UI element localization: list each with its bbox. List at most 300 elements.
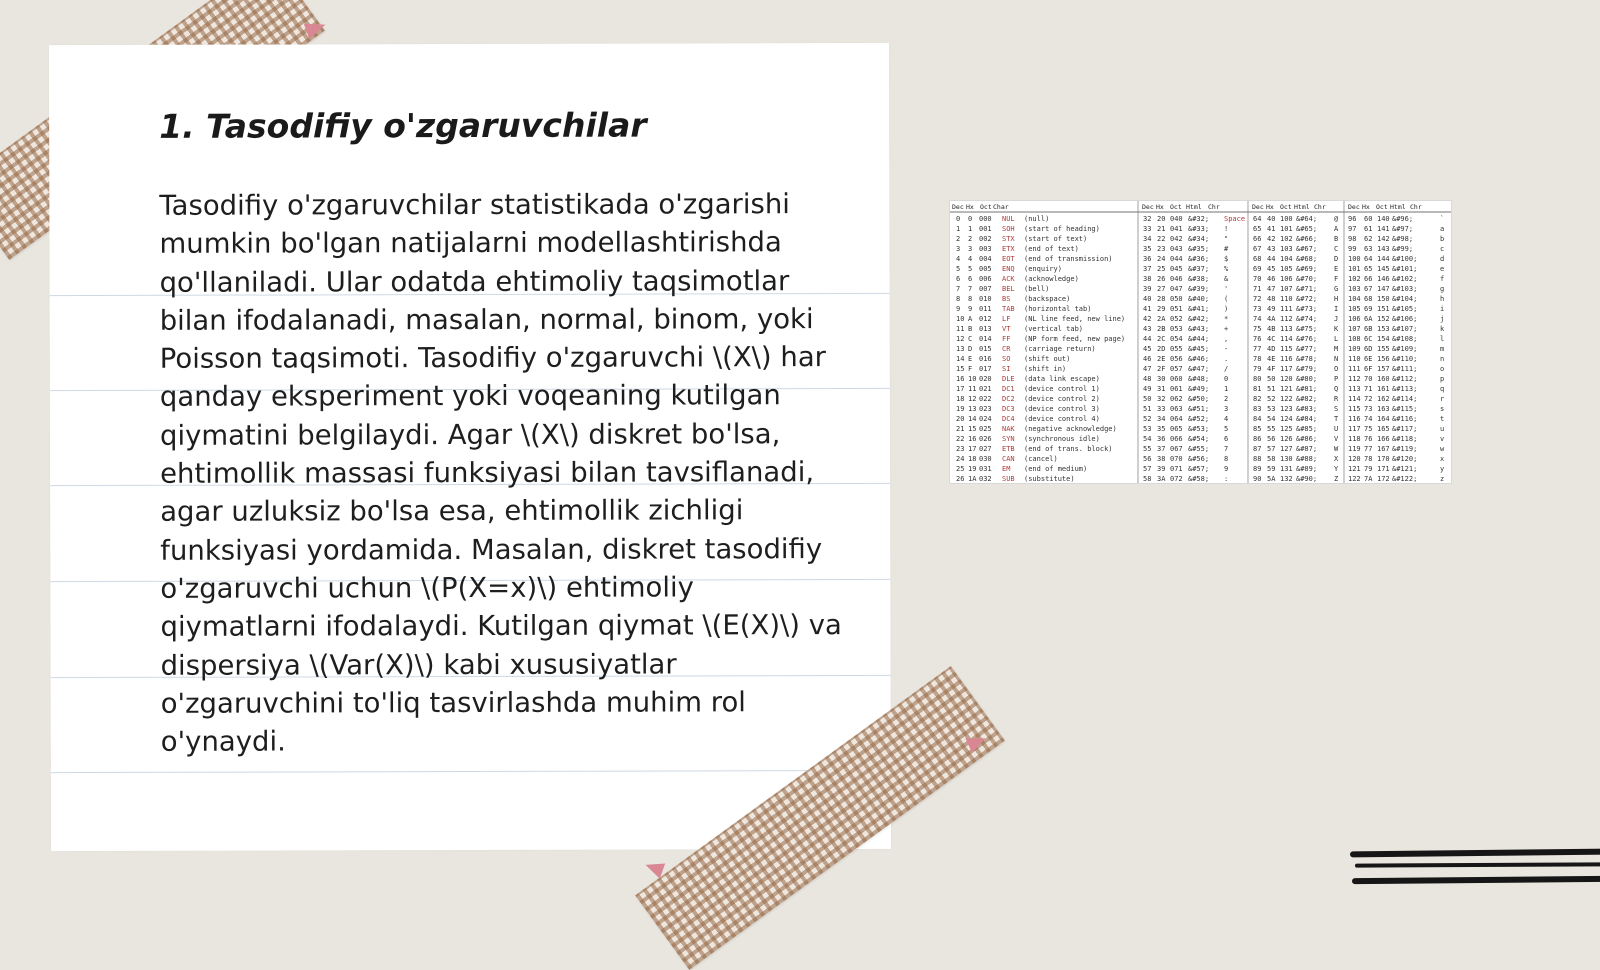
ascii-dec-cell: 101 bbox=[1348, 265, 1361, 273]
ascii-oct-cell: 141 bbox=[1377, 225, 1390, 233]
ascii-oct-cell: 145 bbox=[1377, 265, 1390, 273]
ascii-hex-cell: 49 bbox=[1267, 305, 1276, 313]
ascii-html-cell: &#44; bbox=[1188, 335, 1210, 343]
ascii-dec-cell: 85 bbox=[1253, 425, 1262, 433]
ascii-oct-cell: 072 bbox=[1170, 475, 1183, 483]
ascii-char-cell: ` bbox=[1440, 215, 1445, 223]
ascii-char-cell: E bbox=[1334, 265, 1339, 273]
ascii-oct-cell: 101 bbox=[1280, 225, 1293, 233]
ascii-hex-cell: F bbox=[968, 365, 973, 373]
ascii-dec-cell: 120 bbox=[1348, 455, 1361, 463]
ascii-oct-cell: 150 bbox=[1377, 295, 1390, 303]
ascii-html-cell: &#113; bbox=[1392, 385, 1418, 393]
ascii-char-cell: O bbox=[1334, 365, 1339, 373]
ascii-control-code: FF bbox=[1002, 335, 1011, 343]
ascii-dec-cell: 57 bbox=[1143, 465, 1152, 473]
ascii-char-cell: ) bbox=[1224, 305, 1229, 313]
ascii-dec-cell: 40 bbox=[1143, 295, 1152, 303]
ascii-dec-cell: 69 bbox=[1253, 265, 1262, 273]
ascii-dec-cell: 107 bbox=[1348, 325, 1361, 333]
ascii-oct-cell: 170 bbox=[1377, 455, 1390, 463]
ascii-hex-cell: 11 bbox=[968, 385, 977, 393]
ascii-html-cell: &#51; bbox=[1188, 405, 1210, 413]
ascii-oct-cell: 143 bbox=[1377, 245, 1390, 253]
ascii-oct-cell: 110 bbox=[1280, 295, 1293, 303]
ascii-char-cell: F bbox=[1334, 275, 1339, 283]
ascii-oct-cell: 021 bbox=[979, 385, 992, 393]
ascii-char-cell: d bbox=[1440, 255, 1445, 263]
ascii-description: (end of trans. block) bbox=[1024, 445, 1113, 453]
ascii-header-cell: Dec bbox=[1348, 203, 1360, 211]
ascii-dec-cell: 8 bbox=[956, 295, 961, 303]
ascii-char-cell: Q bbox=[1334, 385, 1339, 393]
ascii-char-cell: K bbox=[1334, 325, 1339, 333]
ascii-html-cell: &#102; bbox=[1392, 275, 1418, 283]
ascii-oct-cell: 015 bbox=[979, 345, 992, 353]
ascii-oct-cell: 167 bbox=[1377, 445, 1390, 453]
ascii-header-cell: Html bbox=[1186, 203, 1202, 211]
ascii-html-cell: &#33; bbox=[1188, 225, 1210, 233]
ascii-dec-cell: 106 bbox=[1348, 315, 1361, 323]
ascii-dec-cell: 80 bbox=[1253, 375, 1262, 383]
ascii-dec-cell: 26 bbox=[956, 475, 965, 483]
ascii-oct-cell: 031 bbox=[979, 465, 992, 473]
ascii-hex-cell: 17 bbox=[968, 445, 977, 453]
ascii-hex-cell: 7 bbox=[968, 285, 973, 293]
ascii-dec-cell: 14 bbox=[956, 355, 965, 363]
ascii-hex-cell: B bbox=[968, 325, 973, 333]
ascii-hex-cell: 75 bbox=[1364, 425, 1373, 433]
ascii-dec-cell: 72 bbox=[1253, 295, 1262, 303]
ascii-oct-cell: 030 bbox=[979, 455, 992, 463]
ascii-html-cell: &#114; bbox=[1392, 395, 1418, 403]
ascii-control-code: ACK bbox=[1002, 275, 1015, 283]
ascii-char-cell: y bbox=[1440, 465, 1445, 473]
ascii-html-cell: &#121; bbox=[1392, 465, 1418, 473]
ascii-char-cell: f bbox=[1440, 275, 1445, 283]
ascii-html-cell: &#68; bbox=[1296, 255, 1318, 263]
ascii-dec-cell: 111 bbox=[1348, 365, 1361, 373]
ascii-html-cell: &#118; bbox=[1392, 435, 1418, 443]
ascii-char-cell: 9 bbox=[1224, 465, 1229, 473]
ascii-hex-cell: 18 bbox=[968, 455, 977, 463]
ascii-char-cell: T bbox=[1334, 415, 1339, 423]
ascii-oct-cell: 042 bbox=[1170, 235, 1183, 243]
ascii-oct-cell: 070 bbox=[1170, 455, 1183, 463]
ascii-header-cell: Hx bbox=[1156, 203, 1164, 211]
ascii-oct-cell: 022 bbox=[979, 395, 992, 403]
ascii-control-code: ETB bbox=[1002, 445, 1015, 453]
ascii-description: (device control 1) bbox=[1024, 385, 1100, 393]
ascii-control-code: BS bbox=[1002, 295, 1011, 303]
ascii-dec-cell: 19 bbox=[956, 405, 965, 413]
ascii-hex-cell: 38 bbox=[1157, 455, 1166, 463]
ascii-char-cell: : bbox=[1224, 475, 1229, 483]
ascii-dec-cell: 109 bbox=[1348, 345, 1361, 353]
ascii-html-cell: &#65; bbox=[1296, 225, 1318, 233]
ascii-dec-cell: 46 bbox=[1143, 355, 1152, 363]
ascii-hex-cell: 24 bbox=[1157, 255, 1166, 263]
ascii-hex-cell: 69 bbox=[1364, 305, 1373, 313]
ascii-oct-cell: 121 bbox=[1280, 385, 1293, 393]
ascii-oct-cell: 144 bbox=[1377, 255, 1390, 263]
ascii-char-cell: ' bbox=[1224, 285, 1229, 293]
ascii-oct-cell: 171 bbox=[1377, 465, 1390, 473]
ascii-oct-cell: 000 bbox=[979, 215, 992, 223]
ascii-html-cell: &#43; bbox=[1188, 325, 1210, 333]
ascii-control-code: LF bbox=[1002, 315, 1011, 323]
slide-body-text: Tasodifiy o'zgaruvchilar statistikada o'zgarishi mumkin bo'lgan natijalarni modellashtirishda qo'llaniladi. Ular odatda ehtimoliy taqsimotlar bilan ifodalanadi, masalan, normal, binom, yoki Poisson taqsimoti. Tasodifiy o'zgaruvchi \(X\) har qanday eksperiment yoki voqeaning kutilgan qiymatini belgilaydi. Agar \(X\) diskret bo'lsa, ehtimollik massasi funksiyasi bilan tavsiflanadi, agar uzluksiz bo'lsa esa, ehtimollik zichligi funksiyasi yordamida. Masalan, diskret tasodifiy o'zgaruvchi uchun \(P(X=x)\) ehtimoliy qiymatlarni ifodalaydi. Kutilgan qiymat \(E(X)\) va dispersiya \(Var(X)\) kabi xususiyatlar o'zgaruvchini to'liq tasvirlashda muhim rol o'ynaydi. bbox=[159, 188, 842, 758]
ascii-control-code: CAN bbox=[1002, 455, 1015, 463]
ascii-oct-cell: 065 bbox=[1170, 425, 1183, 433]
ascii-html-cell: &#66; bbox=[1296, 235, 1318, 243]
ascii-control-code: BEL bbox=[1002, 285, 1015, 293]
ascii-html-cell: &#72; bbox=[1296, 295, 1318, 303]
ascii-html-cell: &#69; bbox=[1296, 265, 1318, 273]
ascii-dec-cell: 104 bbox=[1348, 295, 1361, 303]
ascii-dec-cell: 116 bbox=[1348, 415, 1361, 423]
ascii-char-cell: 6 bbox=[1224, 435, 1229, 443]
ascii-char-cell: e bbox=[1440, 265, 1445, 273]
ascii-oct-cell: 052 bbox=[1170, 315, 1183, 323]
ascii-hex-cell: 6C bbox=[1364, 335, 1373, 343]
ascii-hex-cell: 56 bbox=[1267, 435, 1276, 443]
ascii-html-cell: &#48; bbox=[1188, 375, 1210, 383]
ascii-control-code: VT bbox=[1002, 325, 1011, 333]
ascii-hex-cell: 32 bbox=[1157, 395, 1166, 403]
ascii-html-cell: &#100; bbox=[1392, 255, 1418, 263]
ascii-dec-cell: 0 bbox=[956, 215, 961, 223]
ascii-hex-cell: 44 bbox=[1267, 255, 1276, 263]
ascii-oct-cell: 126 bbox=[1280, 435, 1293, 443]
ascii-description: (horizontal tab) bbox=[1024, 305, 1092, 313]
brush-stroke bbox=[1352, 876, 1600, 884]
ascii-hex-cell: 6 bbox=[968, 275, 973, 283]
ascii-header-cell: Oct bbox=[980, 203, 992, 211]
ascii-hex-cell: 26 bbox=[1157, 275, 1166, 283]
ascii-description: (device control 4) bbox=[1024, 415, 1100, 423]
ascii-dec-cell: 34 bbox=[1143, 235, 1152, 243]
ascii-html-cell: &#99; bbox=[1392, 245, 1414, 253]
ascii-oct-cell: 001 bbox=[979, 225, 992, 233]
ascii-dec-cell: 76 bbox=[1253, 335, 1262, 343]
ascii-hex-cell: 76 bbox=[1364, 435, 1373, 443]
ascii-hex-cell: 45 bbox=[1267, 265, 1276, 273]
ascii-oct-cell: 122 bbox=[1280, 395, 1293, 403]
ascii-control-code: DC4 bbox=[1002, 415, 1015, 423]
ascii-html-cell: &#36; bbox=[1188, 255, 1210, 263]
ascii-hex-cell: 30 bbox=[1157, 375, 1166, 383]
ascii-oct-cell: 130 bbox=[1280, 455, 1293, 463]
ascii-hex-cell: 55 bbox=[1267, 425, 1276, 433]
ascii-char-cell: ( bbox=[1224, 295, 1229, 303]
ascii-oct-cell: 005 bbox=[979, 265, 992, 273]
ascii-control-code: SYN bbox=[1002, 435, 1015, 443]
ascii-char-cell: * bbox=[1224, 315, 1229, 323]
ascii-char-cell: X bbox=[1334, 455, 1339, 463]
ascii-dec-cell: 87 bbox=[1253, 445, 1262, 453]
ascii-oct-cell: 165 bbox=[1377, 425, 1390, 433]
ascii-oct-cell: 152 bbox=[1377, 315, 1390, 323]
ascii-control-code: SOH bbox=[1002, 225, 1015, 233]
ascii-html-cell: &#116; bbox=[1392, 415, 1418, 423]
ascii-hex-cell: 78 bbox=[1364, 455, 1373, 463]
ascii-char-cell: g bbox=[1440, 285, 1445, 293]
ascii-hex-cell: 4D bbox=[1267, 345, 1276, 353]
ascii-char-cell: C bbox=[1334, 245, 1339, 253]
ascii-header-cell: Char bbox=[993, 203, 1009, 211]
ascii-hex-cell: 36 bbox=[1157, 435, 1166, 443]
ascii-oct-cell: 112 bbox=[1280, 315, 1293, 323]
ascii-hex-cell: 39 bbox=[1157, 465, 1166, 473]
ascii-hex-cell: 20 bbox=[1157, 215, 1166, 223]
ascii-hex-cell: 52 bbox=[1267, 395, 1276, 403]
ascii-dec-cell: 41 bbox=[1143, 305, 1152, 313]
ascii-dec-cell: 4 bbox=[956, 255, 961, 263]
ascii-char-cell: l bbox=[1440, 335, 1445, 343]
ascii-html-cell: &#75; bbox=[1296, 325, 1318, 333]
ascii-dec-cell: 117 bbox=[1348, 425, 1361, 433]
brush-stroke bbox=[1355, 862, 1600, 867]
ascii-oct-cell: 123 bbox=[1280, 405, 1293, 413]
ascii-dec-cell: 86 bbox=[1253, 435, 1262, 443]
ascii-dec-cell: 42 bbox=[1143, 315, 1152, 323]
ascii-oct-cell: 061 bbox=[1170, 385, 1183, 393]
ascii-header-cell: Html bbox=[1390, 203, 1406, 211]
ascii-dec-cell: 56 bbox=[1143, 455, 1152, 463]
ascii-html-cell: &#82; bbox=[1296, 395, 1318, 403]
ascii-oct-cell: 163 bbox=[1377, 405, 1390, 413]
ascii-dec-cell: 77 bbox=[1253, 345, 1262, 353]
ascii-description: (null) bbox=[1024, 215, 1050, 223]
ascii-dec-cell: 39 bbox=[1143, 285, 1152, 293]
ascii-hex-cell: 71 bbox=[1364, 385, 1373, 393]
ascii-hex-cell: 66 bbox=[1364, 275, 1373, 283]
ascii-char-cell: B bbox=[1334, 235, 1339, 243]
ascii-hex-cell: 2 bbox=[968, 235, 973, 243]
ascii-dec-cell: 121 bbox=[1348, 465, 1361, 473]
ascii-hex-cell: 8 bbox=[968, 295, 973, 303]
ascii-char-cell: J bbox=[1334, 315, 1339, 323]
ascii-html-cell: &#40; bbox=[1188, 295, 1210, 303]
ascii-header-cell: Oct bbox=[1280, 203, 1292, 211]
ascii-description: (NP form feed, new page) bbox=[1024, 335, 1126, 343]
ascii-dec-cell: 78 bbox=[1253, 355, 1262, 363]
ascii-dec-cell: 25 bbox=[956, 465, 965, 473]
ascii-dec-cell: 68 bbox=[1253, 255, 1262, 263]
ascii-html-cell: &#54; bbox=[1188, 435, 1210, 443]
ascii-control-code: CR bbox=[1002, 345, 1011, 353]
ascii-dec-cell: 24 bbox=[956, 455, 965, 463]
ascii-oct-cell: 025 bbox=[979, 425, 992, 433]
ascii-hex-cell: 63 bbox=[1364, 245, 1373, 253]
ascii-html-cell: &#89; bbox=[1296, 465, 1318, 473]
ascii-oct-cell: 010 bbox=[979, 295, 992, 303]
ascii-hex-cell: 2B bbox=[1157, 325, 1166, 333]
ascii-html-cell: &#120; bbox=[1392, 455, 1418, 463]
ascii-hex-cell: 77 bbox=[1364, 445, 1373, 453]
ascii-oct-cell: 067 bbox=[1170, 445, 1183, 453]
ascii-html-cell: &#53; bbox=[1188, 425, 1210, 433]
ascii-dec-cell: 114 bbox=[1348, 395, 1361, 403]
ascii-oct-cell: 124 bbox=[1280, 415, 1293, 423]
ascii-oct-cell: 056 bbox=[1170, 355, 1183, 363]
ascii-description: (start of heading) bbox=[1024, 225, 1100, 233]
ascii-oct-cell: 162 bbox=[1377, 395, 1390, 403]
ascii-dec-cell: 45 bbox=[1143, 345, 1152, 353]
ascii-hex-cell: 61 bbox=[1364, 225, 1373, 233]
ascii-oct-cell: 106 bbox=[1280, 275, 1293, 283]
ascii-description: (device control 2) bbox=[1024, 395, 1100, 403]
ascii-oct-cell: 164 bbox=[1377, 415, 1390, 423]
ascii-char-cell: n bbox=[1440, 355, 1445, 363]
ascii-description: (device control 3) bbox=[1024, 405, 1100, 413]
ascii-dec-cell: 67 bbox=[1253, 245, 1262, 253]
ascii-oct-cell: 146 bbox=[1377, 275, 1390, 283]
ascii-dec-cell: 50 bbox=[1143, 395, 1152, 403]
ascii-hex-cell: 57 bbox=[1267, 445, 1276, 453]
ascii-html-cell: &#98; bbox=[1392, 235, 1414, 243]
ascii-header-cell: Hx bbox=[1362, 203, 1370, 211]
ascii-oct-cell: 012 bbox=[979, 315, 992, 323]
ascii-html-cell: &#74; bbox=[1296, 315, 1318, 323]
ascii-oct-cell: 114 bbox=[1280, 335, 1293, 343]
ascii-char-cell: 4 bbox=[1224, 415, 1229, 423]
ascii-char-cell: U bbox=[1334, 425, 1339, 433]
ascii-oct-cell: 066 bbox=[1170, 435, 1183, 443]
ascii-html-cell: &#97; bbox=[1392, 225, 1414, 233]
ascii-header-cell: Dec bbox=[1252, 203, 1264, 211]
ascii-dec-cell: 75 bbox=[1253, 325, 1262, 333]
ascii-html-cell: &#52; bbox=[1188, 415, 1210, 423]
ascii-dec-cell: 53 bbox=[1143, 425, 1152, 433]
ascii-html-cell: &#58; bbox=[1188, 475, 1210, 483]
ascii-description: (carriage return) bbox=[1024, 345, 1096, 353]
ascii-hex-cell: 1A bbox=[968, 475, 977, 483]
ascii-hex-cell: 6F bbox=[1364, 365, 1373, 373]
ascii-oct-cell: 007 bbox=[979, 285, 992, 293]
ascii-control-code: NAK bbox=[1002, 425, 1015, 433]
ascii-html-cell: &#109; bbox=[1392, 345, 1418, 353]
ascii-oct-cell: 172 bbox=[1377, 475, 1390, 483]
ascii-html-cell: &#85; bbox=[1296, 425, 1318, 433]
ascii-char-cell: , bbox=[1224, 335, 1229, 343]
ascii-char-cell: s bbox=[1440, 405, 1445, 413]
ascii-char-cell: G bbox=[1334, 285, 1339, 293]
ascii-control-code: DC1 bbox=[1002, 385, 1015, 393]
ascii-dec-cell: 100 bbox=[1348, 255, 1361, 263]
ascii-oct-cell: 132 bbox=[1280, 475, 1293, 483]
ascii-html-cell: &#111; bbox=[1392, 365, 1418, 373]
ascii-description: (backspace) bbox=[1024, 295, 1071, 303]
ascii-dec-cell: 58 bbox=[1143, 475, 1152, 483]
ascii-description: (NL line feed, new line) bbox=[1024, 315, 1126, 323]
ascii-char-cell: M bbox=[1334, 345, 1339, 353]
ascii-char-cell: + bbox=[1224, 325, 1229, 333]
ascii-char-cell: q bbox=[1440, 385, 1445, 393]
ascii-dec-cell: 98 bbox=[1348, 235, 1357, 243]
ascii-hex-cell: 2E bbox=[1157, 355, 1166, 363]
ascii-oct-cell: 153 bbox=[1377, 325, 1390, 333]
ascii-dec-cell: 83 bbox=[1253, 405, 1262, 413]
ascii-html-cell: &#104; bbox=[1392, 295, 1418, 303]
ascii-char-cell: v bbox=[1440, 435, 1445, 443]
ascii-oct-cell: 127 bbox=[1280, 445, 1293, 453]
ascii-hex-cell: 4E bbox=[1267, 355, 1276, 363]
ascii-char-cell: o bbox=[1440, 365, 1445, 373]
ascii-hex-cell: 4A bbox=[1267, 315, 1276, 323]
ascii-oct-cell: 131 bbox=[1280, 465, 1293, 473]
ascii-description: (end of transmission) bbox=[1024, 255, 1113, 263]
ascii-hex-cell: 40 bbox=[1267, 215, 1276, 223]
ascii-dec-cell: 97 bbox=[1348, 225, 1357, 233]
ascii-char-cell: D bbox=[1334, 255, 1339, 263]
ascii-oct-cell: 166 bbox=[1377, 435, 1390, 443]
ascii-oct-cell: 014 bbox=[979, 335, 992, 343]
ascii-char-cell: H bbox=[1334, 295, 1339, 303]
ascii-hex-cell: 60 bbox=[1364, 215, 1373, 223]
ascii-oct-cell: 156 bbox=[1377, 355, 1390, 363]
ascii-dec-cell: 33 bbox=[1143, 225, 1152, 233]
ascii-html-cell: &#67; bbox=[1296, 245, 1318, 253]
ascii-html-cell: &#55; bbox=[1188, 445, 1210, 453]
ascii-html-cell: &#96; bbox=[1392, 215, 1414, 223]
ascii-oct-cell: 024 bbox=[979, 415, 992, 423]
ascii-hex-cell: 12 bbox=[968, 395, 977, 403]
ascii-html-cell: &#39; bbox=[1188, 285, 1210, 293]
ascii-oct-cell: 142 bbox=[1377, 235, 1390, 243]
ascii-dec-cell: 102 bbox=[1348, 275, 1361, 283]
ascii-hex-cell: 22 bbox=[1157, 235, 1166, 243]
ascii-char-cell: W bbox=[1334, 445, 1339, 453]
ascii-description: (data link escape) bbox=[1024, 375, 1100, 383]
ascii-html-cell: &#73; bbox=[1296, 305, 1318, 313]
ascii-hex-cell: 2C bbox=[1157, 335, 1166, 343]
ascii-dec-cell: 74 bbox=[1253, 315, 1262, 323]
ascii-dec-cell: 37 bbox=[1143, 265, 1152, 273]
ascii-dec-cell: 96 bbox=[1348, 215, 1357, 223]
ascii-oct-cell: 071 bbox=[1170, 465, 1183, 473]
ascii-oct-cell: 115 bbox=[1280, 345, 1293, 353]
ascii-html-cell: &#35; bbox=[1188, 245, 1210, 253]
ascii-hex-cell: 43 bbox=[1267, 245, 1276, 253]
ascii-char-cell: c bbox=[1440, 245, 1445, 253]
ascii-hex-cell: 79 bbox=[1364, 465, 1373, 473]
ascii-html-cell: &#122; bbox=[1392, 475, 1418, 483]
ascii-hex-cell: 58 bbox=[1267, 455, 1276, 463]
ascii-hex-cell: 6B bbox=[1364, 325, 1373, 333]
ascii-hex-cell: 62 bbox=[1364, 235, 1373, 243]
ascii-hex-cell: 9 bbox=[968, 305, 973, 313]
ascii-hex-cell: 3A bbox=[1157, 475, 1166, 483]
ascii-oct-cell: 047 bbox=[1170, 285, 1183, 293]
ascii-hex-cell: 0 bbox=[968, 215, 973, 223]
ascii-hex-cell: 29 bbox=[1157, 305, 1166, 313]
ascii-oct-cell: 027 bbox=[979, 445, 992, 453]
ascii-char-cell: N bbox=[1334, 355, 1339, 363]
ascii-dec-cell: 122 bbox=[1348, 475, 1361, 483]
ascii-dec-cell: 82 bbox=[1253, 395, 1262, 403]
ascii-oct-cell: 060 bbox=[1170, 375, 1183, 383]
ascii-hex-cell: 54 bbox=[1267, 415, 1276, 423]
ascii-dec-cell: 17 bbox=[956, 385, 965, 393]
ascii-oct-cell: 102 bbox=[1280, 235, 1293, 243]
ascii-oct-cell: 045 bbox=[1170, 265, 1183, 273]
ascii-control-code: DC3 bbox=[1002, 405, 1015, 413]
ascii-char-cell: r bbox=[1440, 395, 1445, 403]
ascii-html-cell: &#42; bbox=[1188, 315, 1210, 323]
ascii-header-cell: Chr bbox=[1208, 203, 1220, 211]
